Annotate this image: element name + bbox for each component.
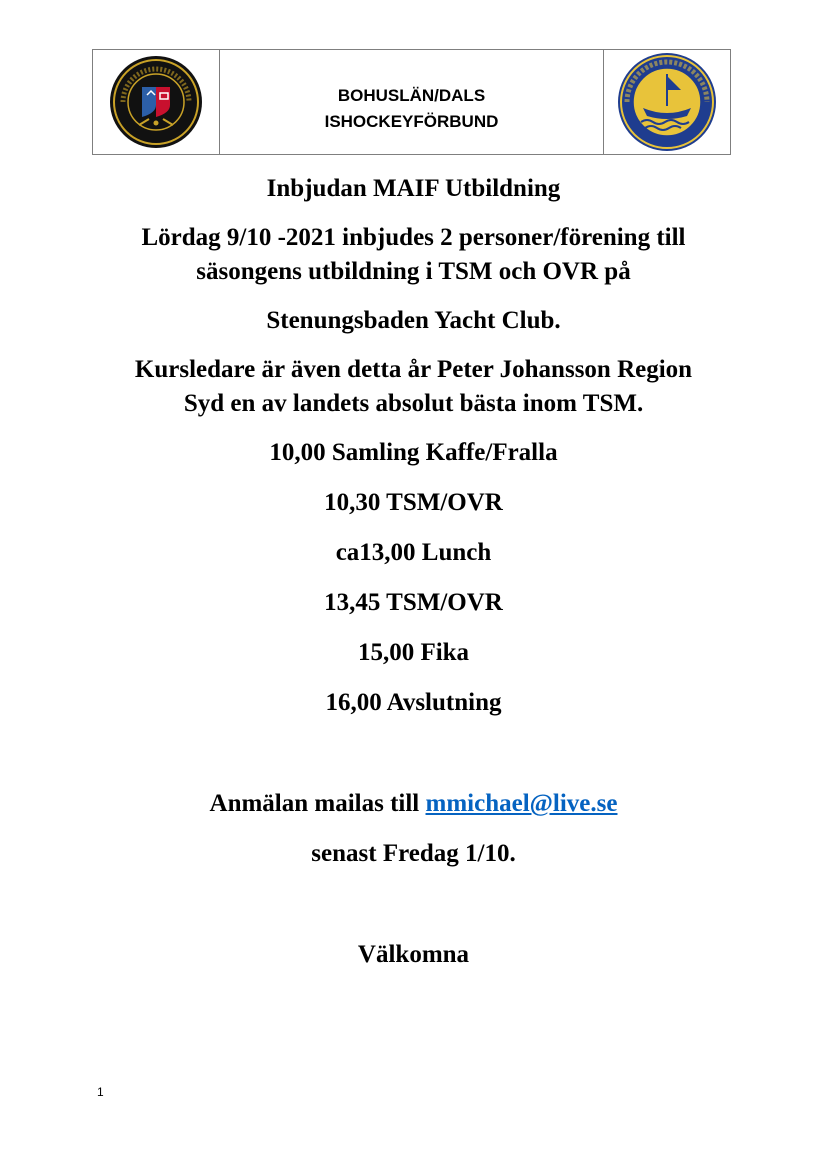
closing: Välkomna [357, 941, 470, 968]
left-logo-cell [93, 50, 220, 155]
schedule-item: 16,00 Avslutning [325, 689, 502, 716]
signup-line [60, 787, 767, 821]
schedule-item: 10,30 TSM/OVR [324, 489, 503, 516]
venue: Stenungsbaden Yacht Club. [266, 307, 561, 334]
schedule-item: 15,00 Fika [357, 639, 470, 666]
intro-line-2: säsongens utbildning i TSM och OVR på [196, 258, 631, 285]
right-logo-cell [604, 50, 731, 155]
org-title [220, 69, 603, 135]
svenska-ishockeyforbundet-logo-icon [617, 52, 717, 152]
signup-text: Anmälan mailas till [209, 790, 426, 817]
header-table [92, 49, 731, 155]
org-title-line1: BOHUSLÄN/DALS [337, 86, 486, 105]
schedule-item: ca13,00 Lunch [335, 539, 492, 566]
deadline: senast Fredag 1/10. [311, 840, 516, 867]
intro-line-1: Lördag 9/10 -2021 inbjudes 2 personer/förening till [141, 224, 686, 251]
leader-line-1: Kursledare är även detta år Peter Johansson Region [134, 356, 693, 383]
signup-email-link[interactable]: mmichael@live.se [425, 790, 618, 817]
schedule-item: 10,00 Samling Kaffe/Fralla [269, 439, 558, 466]
bohuslan-dals-ishockeyforbund-logo-icon [109, 55, 203, 149]
page-number: 1 [97, 1085, 104, 1099]
org-title-cell [220, 50, 604, 155]
invitation-title: Inbjudan MAIF Utbildning [266, 175, 561, 202]
leader-line-2: Syd en av landets absolut bästa inom TSM. [183, 390, 644, 417]
invitation-body [60, 172, 767, 972]
org-title-line2: ISHOCKEYFÖRBUND [324, 112, 499, 131]
schedule-item: 13,45 TSM/OVR [324, 589, 503, 616]
